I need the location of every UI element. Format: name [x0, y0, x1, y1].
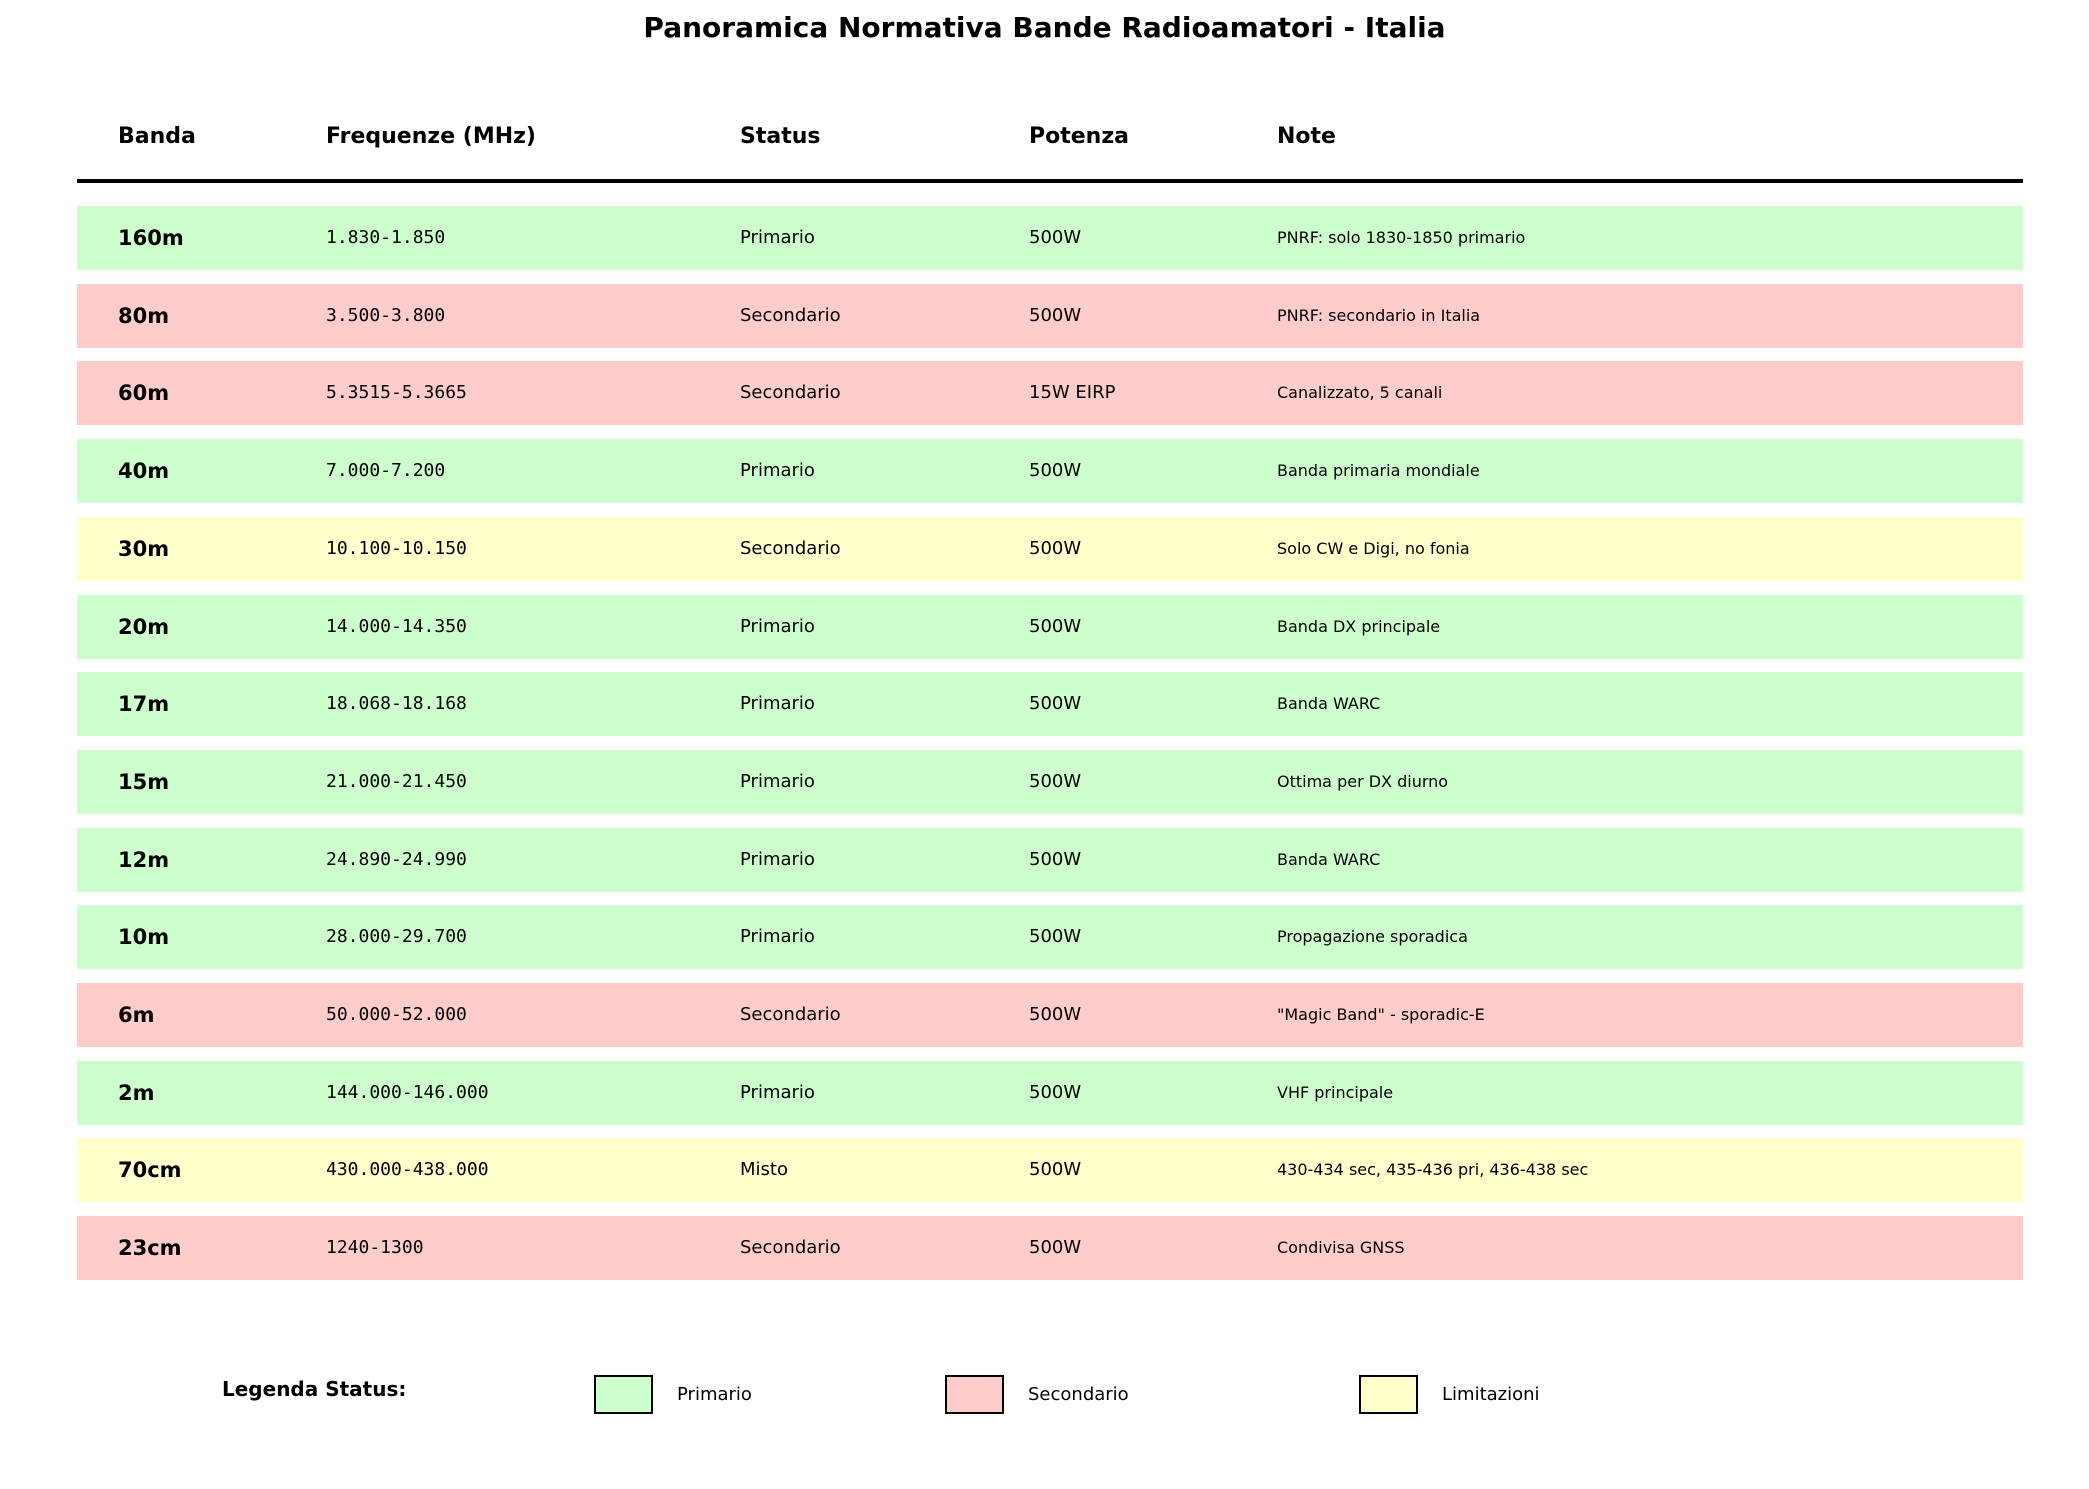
power-cell: 500W [1029, 304, 1082, 326]
legend-label-limitazioni: Limitazioni [1442, 1384, 1540, 1405]
frequency-cell: 10.100-10.150 [326, 537, 467, 559]
status-cell: Primario [740, 460, 815, 482]
band-cell: 60m [118, 381, 170, 406]
band-cell: 30m [118, 536, 170, 561]
table-row [77, 983, 2023, 1047]
frequency-cell: 3.500-3.800 [326, 304, 446, 326]
table-row [77, 672, 2023, 736]
status-cell: Primario [740, 926, 815, 948]
power-cell: 500W [1029, 615, 1082, 637]
status-cell: Secondario [740, 1004, 841, 1025]
note-cell: PNRF: secondario in Italia [1277, 305, 1481, 325]
table-row [77, 828, 2023, 892]
frequency-cell: 1.830-1.850 [326, 227, 446, 248]
note-cell: Propagazione sporadica [1277, 927, 1468, 947]
power-cell: 500W [1029, 1159, 1082, 1181]
note-cell: Solo CW e Digi, no fonia [1277, 538, 1470, 558]
status-cell: Primario [740, 615, 815, 637]
power-cell: 500W [1029, 537, 1082, 559]
note-cell: Canalizzato, 5 canali [1277, 383, 1443, 403]
status-cell: Secondario [740, 304, 841, 326]
legend-label-secondario: Secondario [1028, 1384, 1129, 1405]
table-row [77, 1216, 2023, 1280]
legend-swatch-limitazioni [1359, 1375, 1418, 1414]
power-cell: 500W [1029, 1081, 1082, 1103]
table-row [77, 750, 2023, 814]
note-cell: Condivisa GNSS [1277, 1238, 1405, 1258]
table-row [77, 1138, 2023, 1202]
frequency-cell: 24.890-24.990 [326, 848, 467, 870]
table-row [77, 206, 2023, 270]
status-cell: Primario [740, 693, 815, 715]
legend-swatch-secondario [945, 1375, 1004, 1414]
band-cell: 160m [118, 226, 184, 250]
band-cell: 80m [118, 303, 170, 328]
power-cell: 500W [1029, 693, 1082, 715]
table-row [77, 1061, 2023, 1125]
note-cell: 430-434 sec, 435-436 pri, 436-438 sec [1277, 1160, 1589, 1180]
power-cell: 500W [1029, 848, 1082, 870]
table-row [77, 905, 2023, 969]
frequency-cell: 1240-1300 [326, 1237, 424, 1259]
table-row [77, 595, 2023, 659]
header-note: Note [1277, 124, 1336, 149]
band-cell: 70cm [118, 1158, 182, 1183]
frequency-cell: 18.068-18.168 [326, 693, 467, 715]
header-banda: Banda [118, 124, 196, 149]
status-cell: Secondario [740, 382, 841, 404]
band-cell: 17m [118, 692, 170, 717]
band-cell: 12m [118, 847, 170, 872]
header-divider [77, 179, 2023, 183]
note-cell: Banda WARC [1277, 849, 1381, 869]
status-cell: Misto [740, 1159, 788, 1181]
note-cell: PNRF: solo 1830-1850 primario [1277, 228, 1526, 247]
power-cell: 15W EIRP [1029, 382, 1116, 404]
power-cell: 500W [1029, 1004, 1082, 1025]
frequency-cell: 430.000-438.000 [326, 1159, 489, 1181]
power-cell: 500W [1029, 926, 1082, 948]
band-cell: 23cm [118, 1236, 182, 1261]
table-row [77, 439, 2023, 503]
band-cell: 15m [118, 769, 170, 794]
frequency-cell: 144.000-146.000 [326, 1081, 489, 1103]
frequency-cell: 21.000-21.450 [326, 770, 467, 792]
status-cell: Primario [740, 227, 815, 248]
band-cell: 40m [118, 459, 170, 484]
status-cell: Primario [740, 770, 815, 792]
frequency-cell: 5.3515-5.3665 [326, 382, 467, 404]
power-cell: 500W [1029, 770, 1082, 792]
band-cell: 6m [118, 1003, 155, 1027]
power-cell: 500W [1029, 227, 1082, 248]
band-cell: 2m [118, 1080, 155, 1105]
header-frequenze: Frequenze (MHz) [326, 124, 536, 149]
legend-label-primario: Primario [677, 1384, 752, 1405]
note-cell: Ottima per DX diurno [1277, 771, 1449, 791]
note-cell: Banda primaria mondiale [1277, 461, 1480, 481]
frequency-cell: 14.000-14.350 [326, 615, 467, 637]
header-potenza: Potenza [1029, 124, 1129, 149]
band-cell: 20m [118, 614, 170, 639]
frequency-cell: 28.000-29.700 [326, 926, 467, 948]
power-cell: 500W [1029, 1237, 1082, 1259]
status-cell: Secondario [740, 1237, 841, 1259]
chart-title: Panoramica Normativa Bande Radioamatori - Italia [643, 11, 1446, 44]
table-row [77, 284, 2023, 348]
frequency-cell: 50.000-52.000 [326, 1004, 467, 1025]
note-cell: "Magic Band" - sporadic-E [1277, 1005, 1485, 1024]
table-row [77, 517, 2023, 581]
band-cell: 10m [118, 925, 170, 950]
note-cell: VHF principale [1277, 1082, 1394, 1102]
note-cell: Banda DX principale [1277, 616, 1441, 636]
legend-title: Legenda Status: [222, 1377, 407, 1401]
status-cell: Primario [740, 848, 815, 870]
legend-swatch-primario [594, 1375, 653, 1414]
power-cell: 500W [1029, 460, 1082, 482]
status-cell: Primario [740, 1081, 815, 1103]
note-cell: Banda WARC [1277, 694, 1381, 714]
frequency-cell: 7.000-7.200 [326, 460, 446, 482]
header-status: Status [740, 124, 821, 149]
table-row [77, 361, 2023, 425]
status-cell: Secondario [740, 537, 841, 559]
